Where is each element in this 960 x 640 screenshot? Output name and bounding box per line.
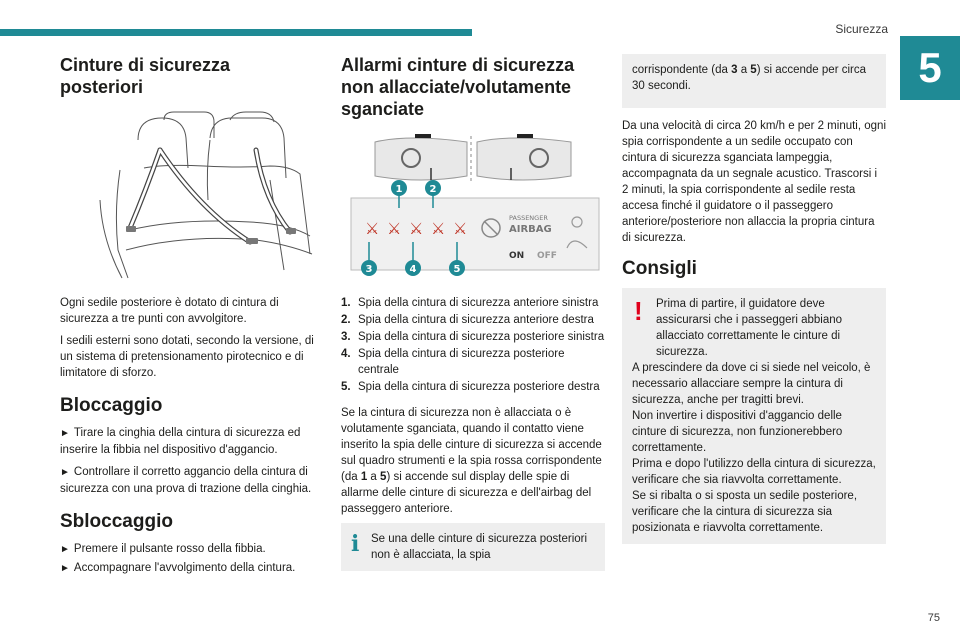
top-accent-bar (0, 29, 472, 36)
airbag-on-label: ON (509, 251, 525, 261)
tip-3: Non invertire i dispositivi d'aggancio delle cinture di sicurezza, non funzionerebbero correttamente. (632, 410, 843, 454)
legend-item: 2. Spia della cintura di sicurezza anteriore destra (341, 314, 594, 326)
arrow-right-icon: ► (60, 467, 70, 478)
legend-item: 4. Spia della cintura di sicurezza posteriore centrale (341, 348, 565, 376)
tip-4: Prima e dopo l'utilizzo della cintura di sicurezza, verificare che sia riavvolta correttamente. (632, 458, 876, 486)
belt-warning-icon: ⚔ (387, 219, 402, 238)
legend-item: 3. Spia della cintura di sicurezza posteriore sinistra (341, 331, 605, 343)
intro-paragraph-1: Ogni sedile posteriore è dotato di cintura di sicurezza a tre punti con avvolgitore. (60, 297, 279, 325)
badge-1: 1 (395, 184, 403, 195)
badge-2: 2 (429, 184, 437, 195)
belt-warning-icon: ⚔ (409, 219, 424, 238)
heading-belt-alarms: Allarmi cinture di sicurezza non allacciate/volutamente sganciate (341, 55, 575, 119)
tip-2: A prescindere da dove ci si siede nel veicolo, è necessario allacciare sempre la cintura di sicurezza, anche per tragitti brevi. (632, 362, 871, 406)
belt-warning-icon: ⚔ (453, 219, 468, 238)
info-box-rear-belts: i Se una delle cinture di sicurezza posteriori non è allacciata, la spia (341, 523, 605, 571)
heading-rear-belts: Cinture di sicurezza posteriori (60, 55, 231, 97)
unlock-step-2: ► Accompagnare l'avvolgimento della cintura. (60, 560, 318, 577)
chapter-tab: 5 (900, 36, 960, 100)
tip-1: Prima di partire, il guidatore deve assicurarsi che i passeggeri abbiano allacciato correttamente le cinture di sicurezza. (656, 298, 843, 358)
legend-item: 5. Spia della cintura di sicurezza posteriore destra (341, 381, 600, 393)
passenger-label: PASSENGER (509, 214, 548, 222)
lock-step-1: ► Tirare la cinghia della cintura di sicurezza ed inserire la fibbia nel dispositivo d'aggancio. (60, 427, 301, 456)
intro-paragraph-2: I sedili esterni sono dotati, secondo la versione, di un sistema di pretensionamento pirotecnico e di limitatore di sforzo. (60, 335, 314, 379)
heading-locking: Bloccaggio (60, 395, 163, 416)
arrow-right-icon: ► (60, 544, 70, 555)
page-number: 75 (927, 612, 940, 624)
speed-alarm-paragraph: Da una velocità di circa 20 km/h e per 2 minuti, ogni spia corrispondente a un sedile occupato con cintura di sicurezza sganciata lampeggia, accompagnata da un segnale acustico. Trascorsi i 2 minuti, la spia corrispondente al sedile resta accesa finché il guidatore o il passeggero anteriore/posteriore non allaccia la propria cintura di sicurezza. (622, 120, 886, 244)
badge-4: 4 (409, 264, 417, 275)
belt-warning-icon: ⚔ (365, 219, 380, 238)
warning-lamp-legend (341, 295, 605, 395)
belt-warning-panel-illustration (341, 130, 605, 280)
heading-tips: Consigli (622, 258, 697, 279)
heading-unlocking: Sbloccaggio (60, 511, 173, 532)
info-icon: i (351, 531, 360, 557)
alarm-description: Se la cintura di sicurezza non è allacciata o è volutamente sganciata, quando il contatto viene inserito la spia delle cinture di sicurezza si accende sul quadro strumenti e la spia rossa corrispondente (da 1 a 5) si accende sul display delle spie di allarme delle cinture di sicurezza e dell'airbag del passeggero anteriore. (341, 407, 602, 515)
info-box-continuation: corrispondente (da 3 a 5) si accende per circa 30 secondi. (622, 54, 886, 108)
warning-exclamation-icon: ! (634, 296, 643, 326)
tip-5: Se si ribalta o si sposta un sedile posteriore, verificare che la cintura di sicurezza sia posizionata e riavvolta correttamente. (632, 490, 858, 534)
arrow-right-icon: ► (60, 428, 70, 439)
warning-box-tips (622, 288, 886, 544)
unlock-step-1: ► Premere il pulsante rosso della fibbia. (60, 541, 318, 558)
airbag-label: AIRBAG (509, 224, 552, 235)
legend-item: 1. Spia della cintura di sicurezza anteriore sinistra (341, 297, 599, 309)
section-title: Sicurezza (835, 22, 888, 36)
column-belt-alarms (341, 54, 605, 571)
belt-warning-icon: ⚔ (431, 219, 446, 238)
column-alarms-tips (622, 54, 886, 544)
rear-seat-belt-illustration (60, 110, 318, 280)
lock-step-2: ► Controllare il corretto aggancio della cintura di sicurezza con una prova di trazione della cinghia. (60, 466, 312, 495)
airbag-off-label: OFF (537, 251, 557, 261)
arrow-right-icon: ► (60, 563, 70, 574)
column-rear-seat-belts (60, 54, 318, 583)
badge-3: 3 (365, 264, 373, 275)
badge-5: 5 (453, 264, 461, 275)
